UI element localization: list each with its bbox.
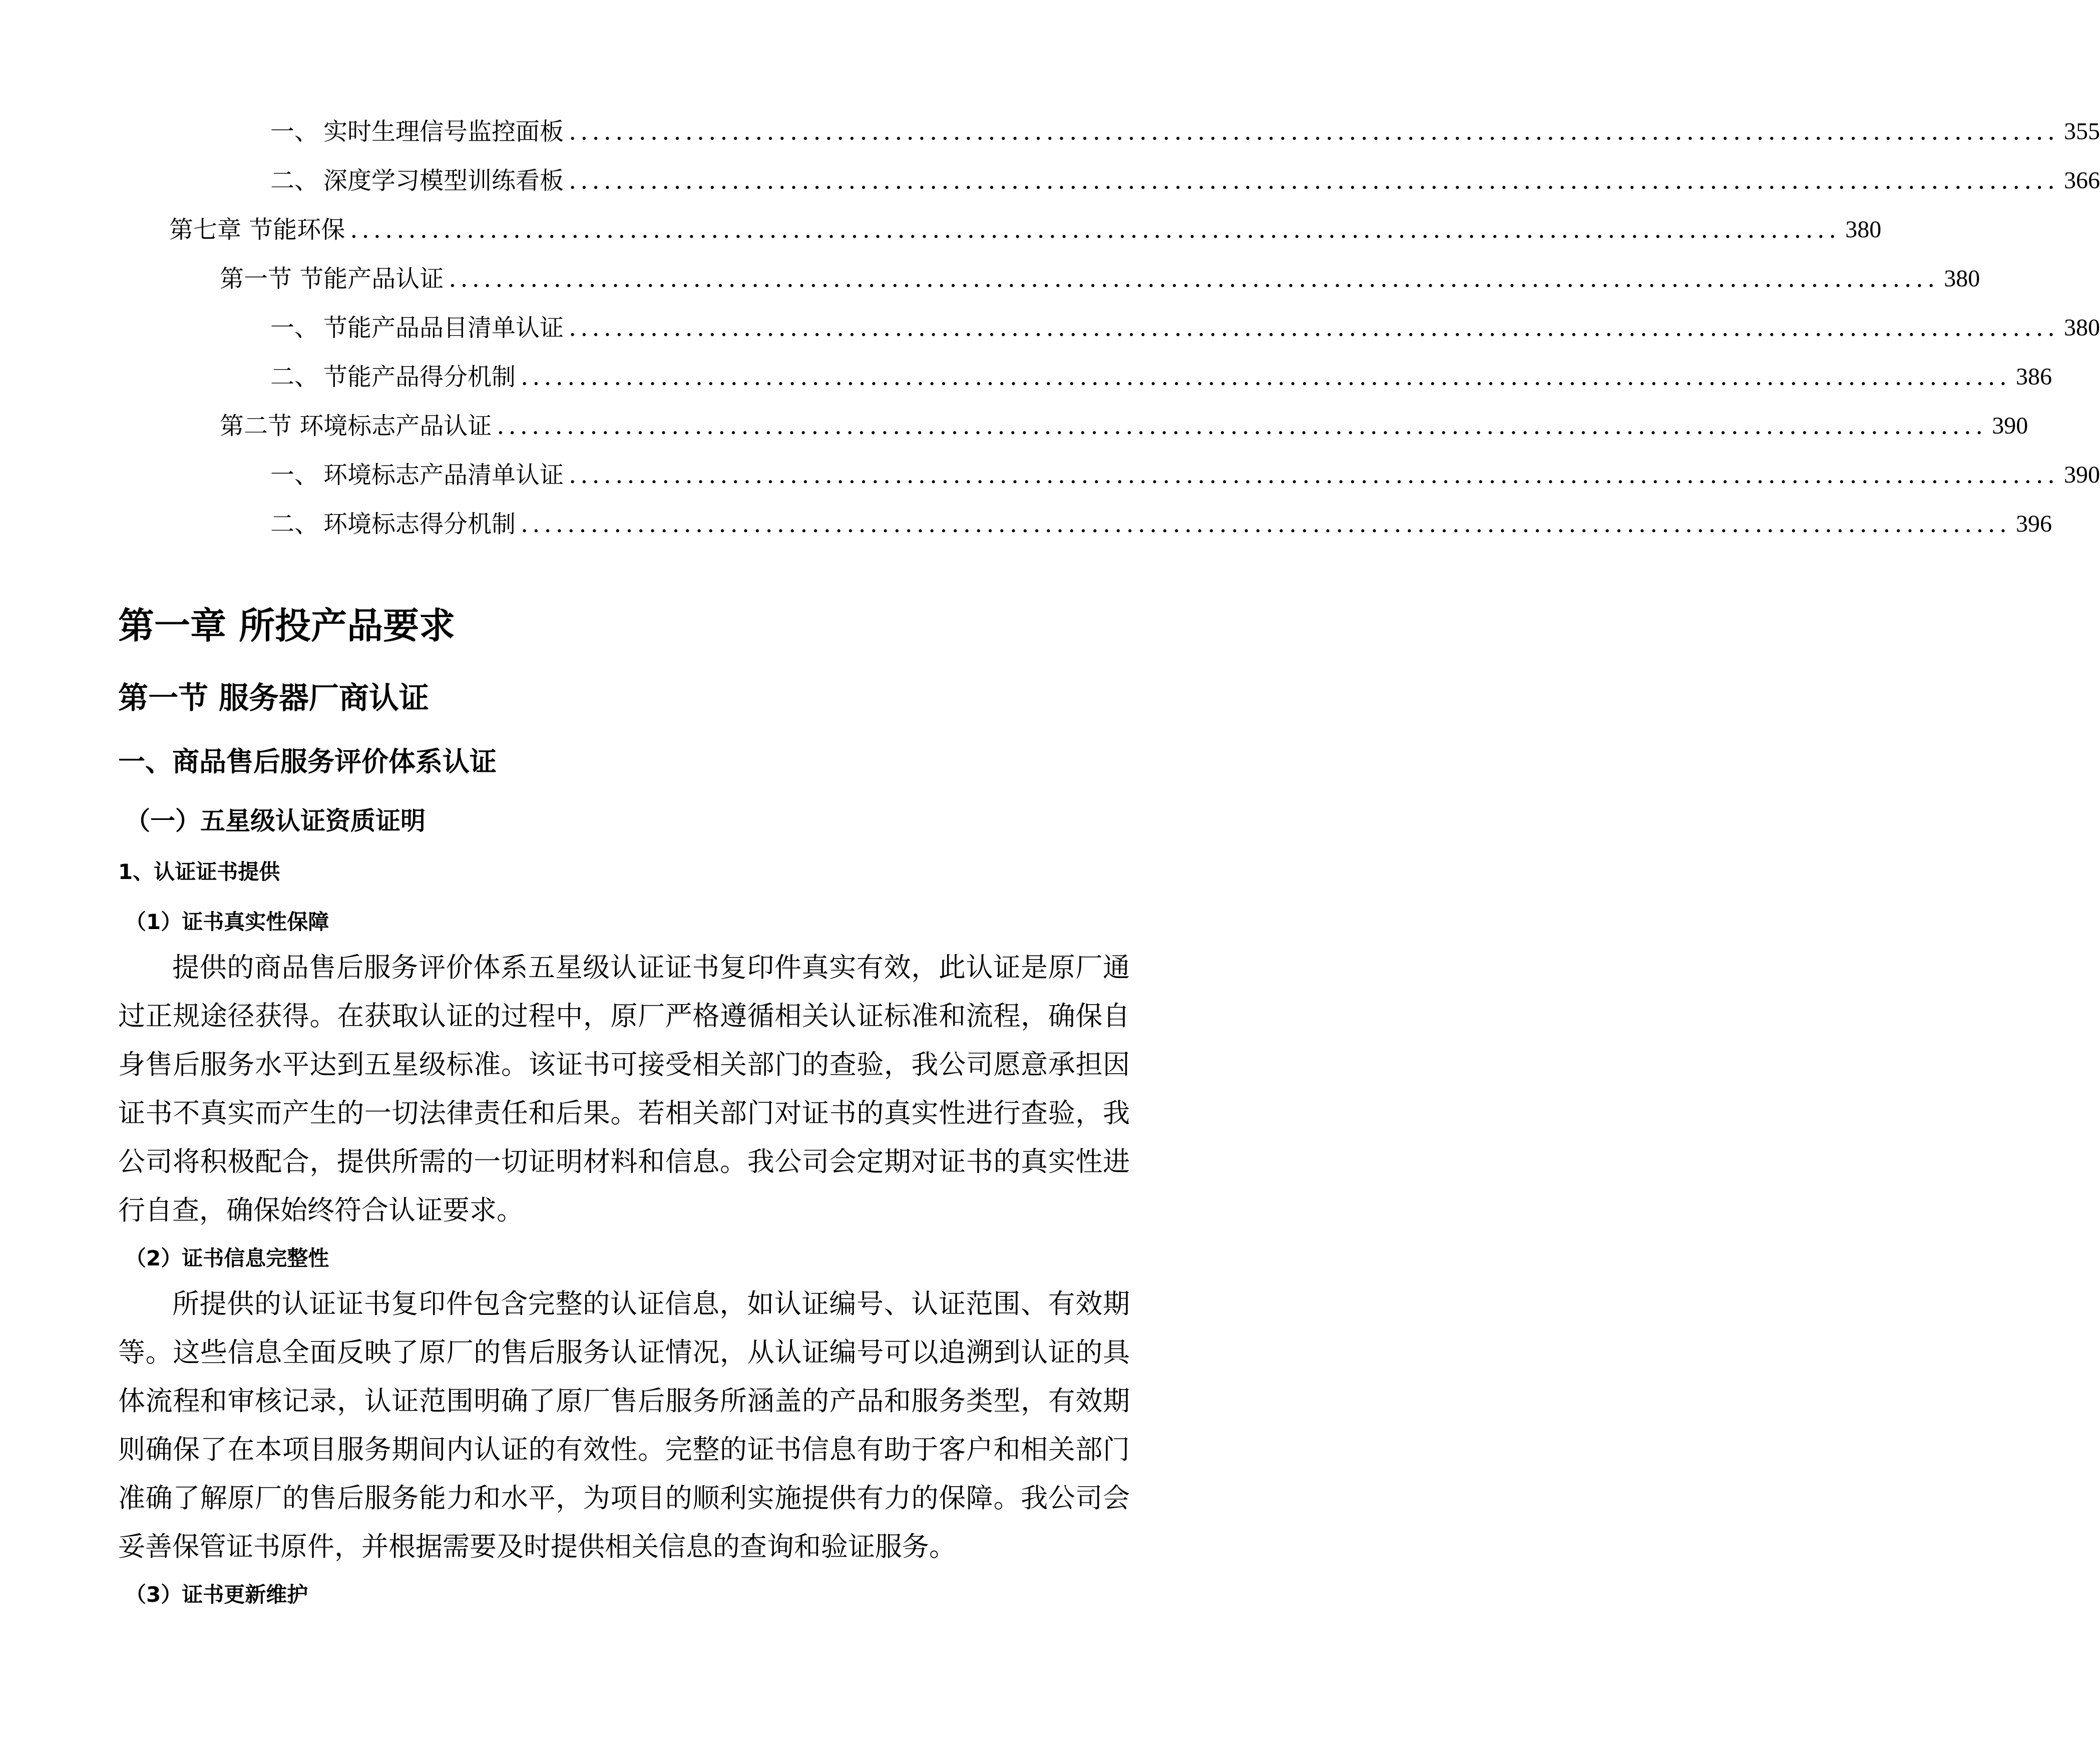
toc-entry-number: 一、 xyxy=(270,461,319,489)
toc-page-number: 396 xyxy=(2016,511,2052,537)
toc-entry[interactable] xyxy=(0,114,2100,149)
paragraph-completeness: 所提供的认证证书复印件包含完整的认证信息，如认证编号、认证范围、有效期等。这些信息全面反映了原厂的售后服务认证情况，从认证编号可以追溯到认证的具体流程和审核记录，认证范围明确了原厂售后服务所涵盖的产品和服务类型，有效期则确保了在本项目服务期间内认证的有效性。完整的证书信息有助于客户和相关部门准确了解原厂的售后服务能力和水平，为项目的顺利实施提供有力的保障。我公司会妥善保管证书原件，并根据需要及时提供相关信息的查询和验证服务。 xyxy=(118,1288,1130,1562)
toc-entry-title: 节能产品得分机制 xyxy=(323,363,516,391)
toc-entry[interactable] xyxy=(0,507,2052,542)
toc-entry-title: 第二节 环境标志产品认证 xyxy=(220,412,492,440)
toc-entry[interactable] xyxy=(0,212,1882,247)
toc-entry[interactable] xyxy=(0,163,2100,198)
toc-entry-number: 二、 xyxy=(270,510,319,538)
toc-leader-dots: ................................................................................................................................ xyxy=(569,118,2059,146)
toc-page-number: 390 xyxy=(2064,462,2100,488)
toc-entry-title: 环境标志得分机制 xyxy=(323,510,516,538)
toc-entry-title: 第七章 节能环保 xyxy=(169,216,345,244)
toc-leader-dots: ................................................................................................................................ xyxy=(521,363,2011,391)
toc-entry-title: 环境标志产品清单认证 xyxy=(323,461,564,489)
item-heading: 1、认证证书提供 xyxy=(118,859,280,884)
toc-page-number: 380 xyxy=(1944,265,1980,292)
toc-page-number: 380 xyxy=(1845,216,1882,243)
sub-heading-3: （3）证书更新维护 xyxy=(125,1582,308,1607)
toc-leader-dots: ................................................................................................................................ xyxy=(497,412,1987,440)
toc-entry-number: 二、 xyxy=(270,363,319,391)
toc-entry-number: 一、 xyxy=(270,314,319,342)
toc-page-number: 366 xyxy=(2064,167,2100,194)
toc-entry[interactable] xyxy=(0,408,2028,444)
toc-entry-title: 第一节 节能产品认证 xyxy=(220,265,444,293)
section-heading: 第一节 服务器厂商认证 xyxy=(118,681,429,716)
subsubsection-heading: （一）五星级认证资质证明 xyxy=(125,806,426,835)
toc-entry-number: 一、 xyxy=(270,118,319,146)
toc-entry[interactable] xyxy=(0,458,2100,493)
toc-page-number: 380 xyxy=(2064,314,2100,341)
toc-page-number: 355 xyxy=(2064,118,2100,145)
toc-entry-title: 实时生理信号监控面板 xyxy=(323,118,564,146)
sub-heading-1: （1）证书真实性保障 xyxy=(125,910,329,934)
toc-leader-dots: ................................................................................................................................ xyxy=(569,314,2059,342)
toc-entry-number: 二、 xyxy=(270,167,319,195)
toc-entry-title: 节能产品品目清单认证 xyxy=(323,314,564,342)
sub-heading-2: （2）证书信息完整性 xyxy=(125,1246,329,1270)
paragraph-authenticity: 提供的商品售后服务评价体系五星级认证证书复印件真实有效，此认证是原厂通过正规途径获得。在获取认证的过程中，原厂严格遵循相关认证标准和流程，确保自身售后服务水平达到五星级标准。该证书可接受相关部门的查验，我公司愿意承担因证书不真实而产生的一切法律责任和后果。若相关部门对证书的真实性进行查验，我公司将积极配合，提供所需的一切证明材料和信息。我公司会定期对证书的真实性进行自查，确保始终符合认证要求。 xyxy=(118,952,1130,1226)
toc-entry[interactable] xyxy=(0,310,2100,345)
toc-page-number: 390 xyxy=(1992,412,2028,439)
toc-page-number: 386 xyxy=(2016,363,2052,390)
toc-leader-dots: ................................................................................................................................ xyxy=(350,216,1841,244)
toc-leader-dots: ................................................................................................................................ xyxy=(569,461,2059,489)
toc-leader-dots: ................................................................................................................................ xyxy=(569,167,2059,195)
toc-entry[interactable] xyxy=(0,359,2052,394)
toc-leader-dots: ................................................................................................................................ xyxy=(521,510,2011,538)
subsection-heading: 一、商品售后服务评价体系认证 xyxy=(118,746,497,777)
toc-leader-dots: ................................................................................................................................ xyxy=(449,265,1939,293)
toc-entry-title: 深度学习模型训练看板 xyxy=(323,167,564,195)
document-body xyxy=(118,601,1130,1616)
chapter-heading: 第一章 所投产品要求 xyxy=(118,605,456,647)
toc-entry[interactable] xyxy=(0,261,1980,296)
